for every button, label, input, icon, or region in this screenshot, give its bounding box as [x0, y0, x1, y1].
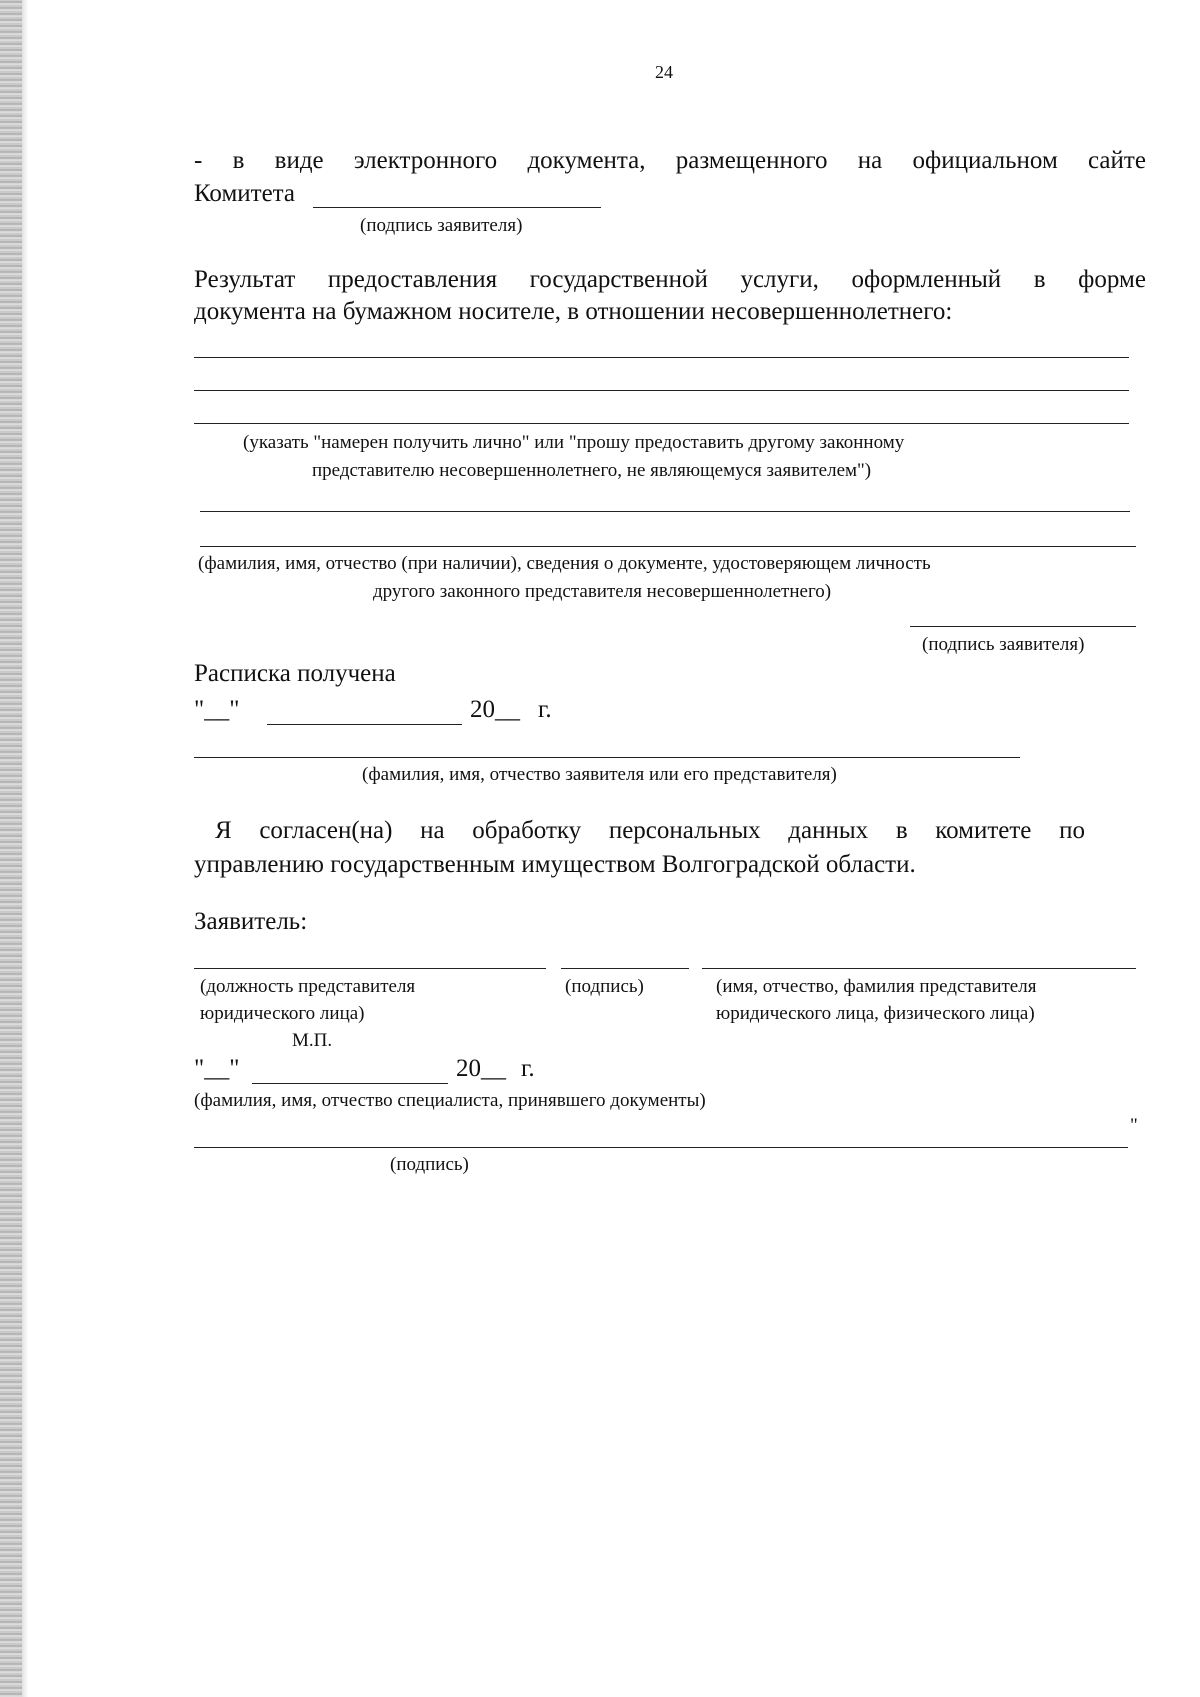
word: согласен(на): [259, 817, 393, 844]
receipt-label: Расписка получена: [194, 660, 396, 687]
word: государственной: [529, 266, 708, 293]
electronic-option-line2: Комитета: [194, 180, 296, 207]
word: в: [232, 147, 245, 174]
applicant-signature-line: [561, 968, 689, 969]
receipt-date-quote: "__": [194, 696, 240, 723]
electronic-signature-caption: (подпись заявителя): [360, 215, 523, 236]
applicant-label: Заявитель:: [194, 908, 308, 935]
result-paper-line1: [194, 266, 1146, 294]
word: Я: [215, 817, 232, 844]
result-fill-line-2: [194, 390, 1129, 391]
receipt-date-suffix: г.: [538, 696, 552, 723]
word: обработку: [472, 817, 582, 844]
word: комитете: [935, 817, 1032, 844]
receipt-caption: (фамилия, имя, отчество заявителя или его представителя): [362, 764, 837, 785]
result-fill-line-1: [194, 357, 1129, 358]
receipt-date-year: 20__: [470, 696, 520, 723]
word: в: [895, 817, 908, 844]
rep-fill-line-2: [200, 546, 1136, 547]
applicant-name-line: [702, 968, 1136, 969]
specialist-caption: (фамилия, имя, отчество специалиста, принявшего документы): [194, 1090, 706, 1111]
electronic-option-line1: [194, 147, 1146, 175]
specialist-signature-caption: (подпись): [390, 1154, 469, 1175]
word: документа,: [527, 147, 646, 174]
stamp-label: М.П.: [292, 1030, 333, 1051]
word: размещенного: [675, 147, 828, 174]
consent-line2: управлению государственным имуществом Волгоградской области.: [194, 851, 916, 878]
applicant-name-caption-2: юридического лица, физического лица): [716, 1003, 1035, 1024]
word: по: [1059, 817, 1085, 844]
word: официальном: [912, 147, 1058, 174]
applicant-name-caption-1: (имя, отчество, фамилия представителя: [716, 976, 1037, 997]
word: -: [194, 147, 203, 174]
result-paper-line2: документа на бумажном носителе, в отношении несовершеннолетнего:: [194, 298, 953, 325]
scan-edge: [0, 0, 22, 1697]
result-signature-line: [910, 626, 1136, 627]
consent-line1: [215, 817, 1085, 845]
word: в: [1033, 266, 1046, 293]
word: Результат: [194, 266, 296, 293]
word: данных: [788, 817, 869, 844]
applicant-position-caption-1: (должность представителя: [200, 976, 416, 997]
stray-mark: ": [1130, 1115, 1138, 1136]
applicant-position-line: [194, 968, 546, 969]
page-number: 24: [655, 62, 673, 82]
applicant-date-line: [252, 1083, 448, 1084]
word: форме: [1078, 266, 1146, 293]
applicant-date-quote: "__": [194, 1055, 240, 1082]
word: виде: [274, 147, 324, 174]
applicant-date-year: 20__: [456, 1055, 506, 1082]
applicant-signature-caption: (подпись): [565, 976, 644, 997]
applicant-position-caption-2: юридического лица): [200, 1003, 365, 1024]
word: предоставления: [327, 266, 498, 293]
word: на: [857, 147, 883, 174]
result-hint-line1: (указать "намерен получить лично" или "прошу предоставить другому законному: [243, 432, 905, 453]
receipt-name-line: [194, 757, 1020, 758]
result-signature-caption: (подпись заявителя): [922, 634, 1085, 655]
rep-fill-line-1: [200, 511, 1130, 512]
specialist-signature-line: [194, 1147, 1128, 1148]
word: персональных: [608, 817, 761, 844]
rep-hint-line2: другого законного представителя несовершеннолетнего): [373, 581, 832, 602]
word: на: [420, 817, 445, 844]
result-hint-line2: представителю несовершеннолетнего, не являющемуся заявителем"): [312, 460, 872, 481]
rep-hint-line1: (фамилия, имя, отчество (при наличии), сведения о документе, удостоверяющем личность: [198, 553, 931, 574]
word: электронного: [353, 147, 498, 174]
word: сайте: [1088, 147, 1146, 174]
receipt-date-line: [267, 724, 462, 725]
word: оформленный: [851, 266, 1002, 293]
word: услуги,: [740, 266, 819, 293]
result-fill-line-3: [194, 423, 1129, 424]
electronic-signature-line: [313, 207, 601, 208]
applicant-date-suffix: г.: [521, 1055, 535, 1082]
